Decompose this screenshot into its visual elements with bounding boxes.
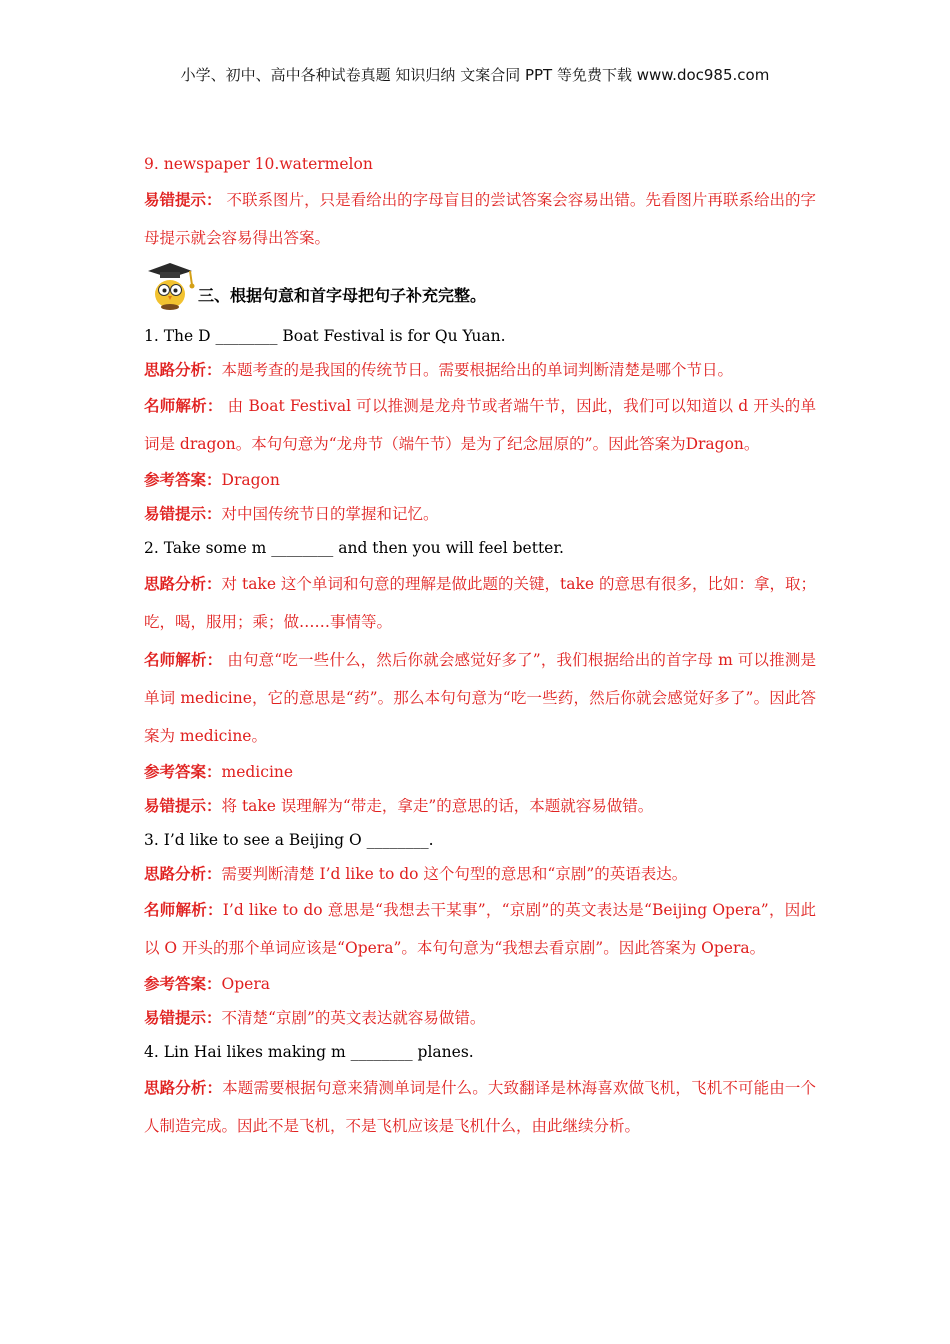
teacher-label: 名师解析： bbox=[144, 396, 223, 415]
question-text: 1. The D ________ Boat Festival is for Qu Yuan. bbox=[144, 327, 506, 345]
answer-text: Opera bbox=[221, 975, 270, 993]
teacher-label: 名师解析： bbox=[144, 650, 223, 669]
answer-text: Dragon bbox=[221, 471, 280, 489]
analysis-text: 本题需要根据句意来猜测单词是什么。大致翻译是林海喜欢做飞机，飞机不可能由一个人制造完成。因此不是飞机，不是飞机应该是飞机什么，由此继续分析。 bbox=[144, 1079, 816, 1135]
question-block-3 bbox=[144, 823, 816, 1035]
teacher-text: 由 Boat Festival 可以推测是龙舟节或者端午节，因此，我们可以知道以 d 开头的单词是 dragon。本句句意为“龙舟节（端午节）是为了纪念屈原的”。因此答案为Dragon。 bbox=[144, 397, 816, 453]
answer-label: 参考答案： bbox=[144, 470, 222, 489]
tip-text: 不联系图片，只是看给出的字母盲目的尝试答案会容易出错。先看图片再联系给出的字母提示就会容易得出答案。 bbox=[144, 191, 816, 247]
teacher-text: 由句意“吃一些什么，然后你就会感觉好多了”，我们根据给出的首字母 m 可以推测是单词 medicine，它的意思是“药”。那么本句句意为“吃一些药，然后你就会感觉好多了”。因此答案为 medicine。 bbox=[144, 651, 816, 745]
question-block-4 bbox=[144, 1035, 816, 1145]
tip-text: 将 take 误理解为“带走，拿走”的意思的话，本题就容易做错。 bbox=[221, 797, 654, 815]
section-heading bbox=[144, 261, 816, 313]
analysis-text: 对 take 这个单词和句意的理解是做此题的关键，take 的意思有很多，比如：拿，取；吃，喝，服用；乘；做……事情等。 bbox=[144, 575, 816, 631]
question-text: 3. I’d like to see a Beijing O ________. bbox=[144, 831, 434, 849]
teacher-text: I’d like to do 意思是“我想去干某事”，“京剧”的英文表达是“Beijing Opera”，因此以 O 开头的那个单词应该是“Opera”。本句句意为“我想去看京剧”。因此答案为 Opera。 bbox=[144, 901, 816, 957]
analysis-text: 本题考查的是我国的传统节日。需要根据给出的单词判断清楚是哪个节日。 bbox=[221, 361, 734, 379]
teacher-label: 名师解析： bbox=[144, 900, 223, 919]
section-title: 三、根据句意和首字母把句子补充完整。 bbox=[198, 286, 487, 305]
owl-scholar-icon bbox=[142, 261, 196, 311]
tip-label: 易错提示： bbox=[144, 504, 222, 523]
analysis-text: 需要判断清楚 I’d like to do 这个句型的意思和“京剧”的英语表达。 bbox=[221, 865, 688, 883]
answer-label: 参考答案： bbox=[144, 974, 222, 993]
question-text: 2. Take some m ________ and then you will feel better. bbox=[144, 539, 564, 557]
question-block-2 bbox=[144, 531, 816, 823]
analysis-label: 思路分析： bbox=[144, 574, 222, 593]
tip-label: 易错提示： bbox=[144, 190, 222, 209]
document-body bbox=[144, 147, 816, 1145]
tip-label: 易错提示： bbox=[144, 1008, 222, 1027]
page-header: 小学、初中、高中各种试卷真题 知识归纳 文案合同 PPT 等免费下载 www.doc985.com bbox=[180, 66, 770, 84]
question-text: 4. Lin Hai likes making m ________ planes. bbox=[144, 1043, 474, 1061]
answers-line: 9. newspaper 10.watermelon bbox=[144, 155, 373, 173]
answer-label: 参考答案： bbox=[144, 762, 222, 781]
tip-label: 易错提示： bbox=[144, 796, 222, 815]
tip-text: 不清楚“京剧”的英文表达就容易做错。 bbox=[221, 1009, 486, 1027]
answer-text: medicine bbox=[221, 763, 294, 781]
analysis-label: 思路分析： bbox=[144, 864, 222, 883]
analysis-label: 思路分析： bbox=[144, 360, 222, 379]
tip-text: 对中国传统节日的掌握和记忆。 bbox=[221, 505, 439, 523]
question-block-1 bbox=[144, 319, 816, 531]
analysis-label: 思路分析： bbox=[144, 1078, 223, 1097]
intro-tip bbox=[144, 181, 816, 257]
